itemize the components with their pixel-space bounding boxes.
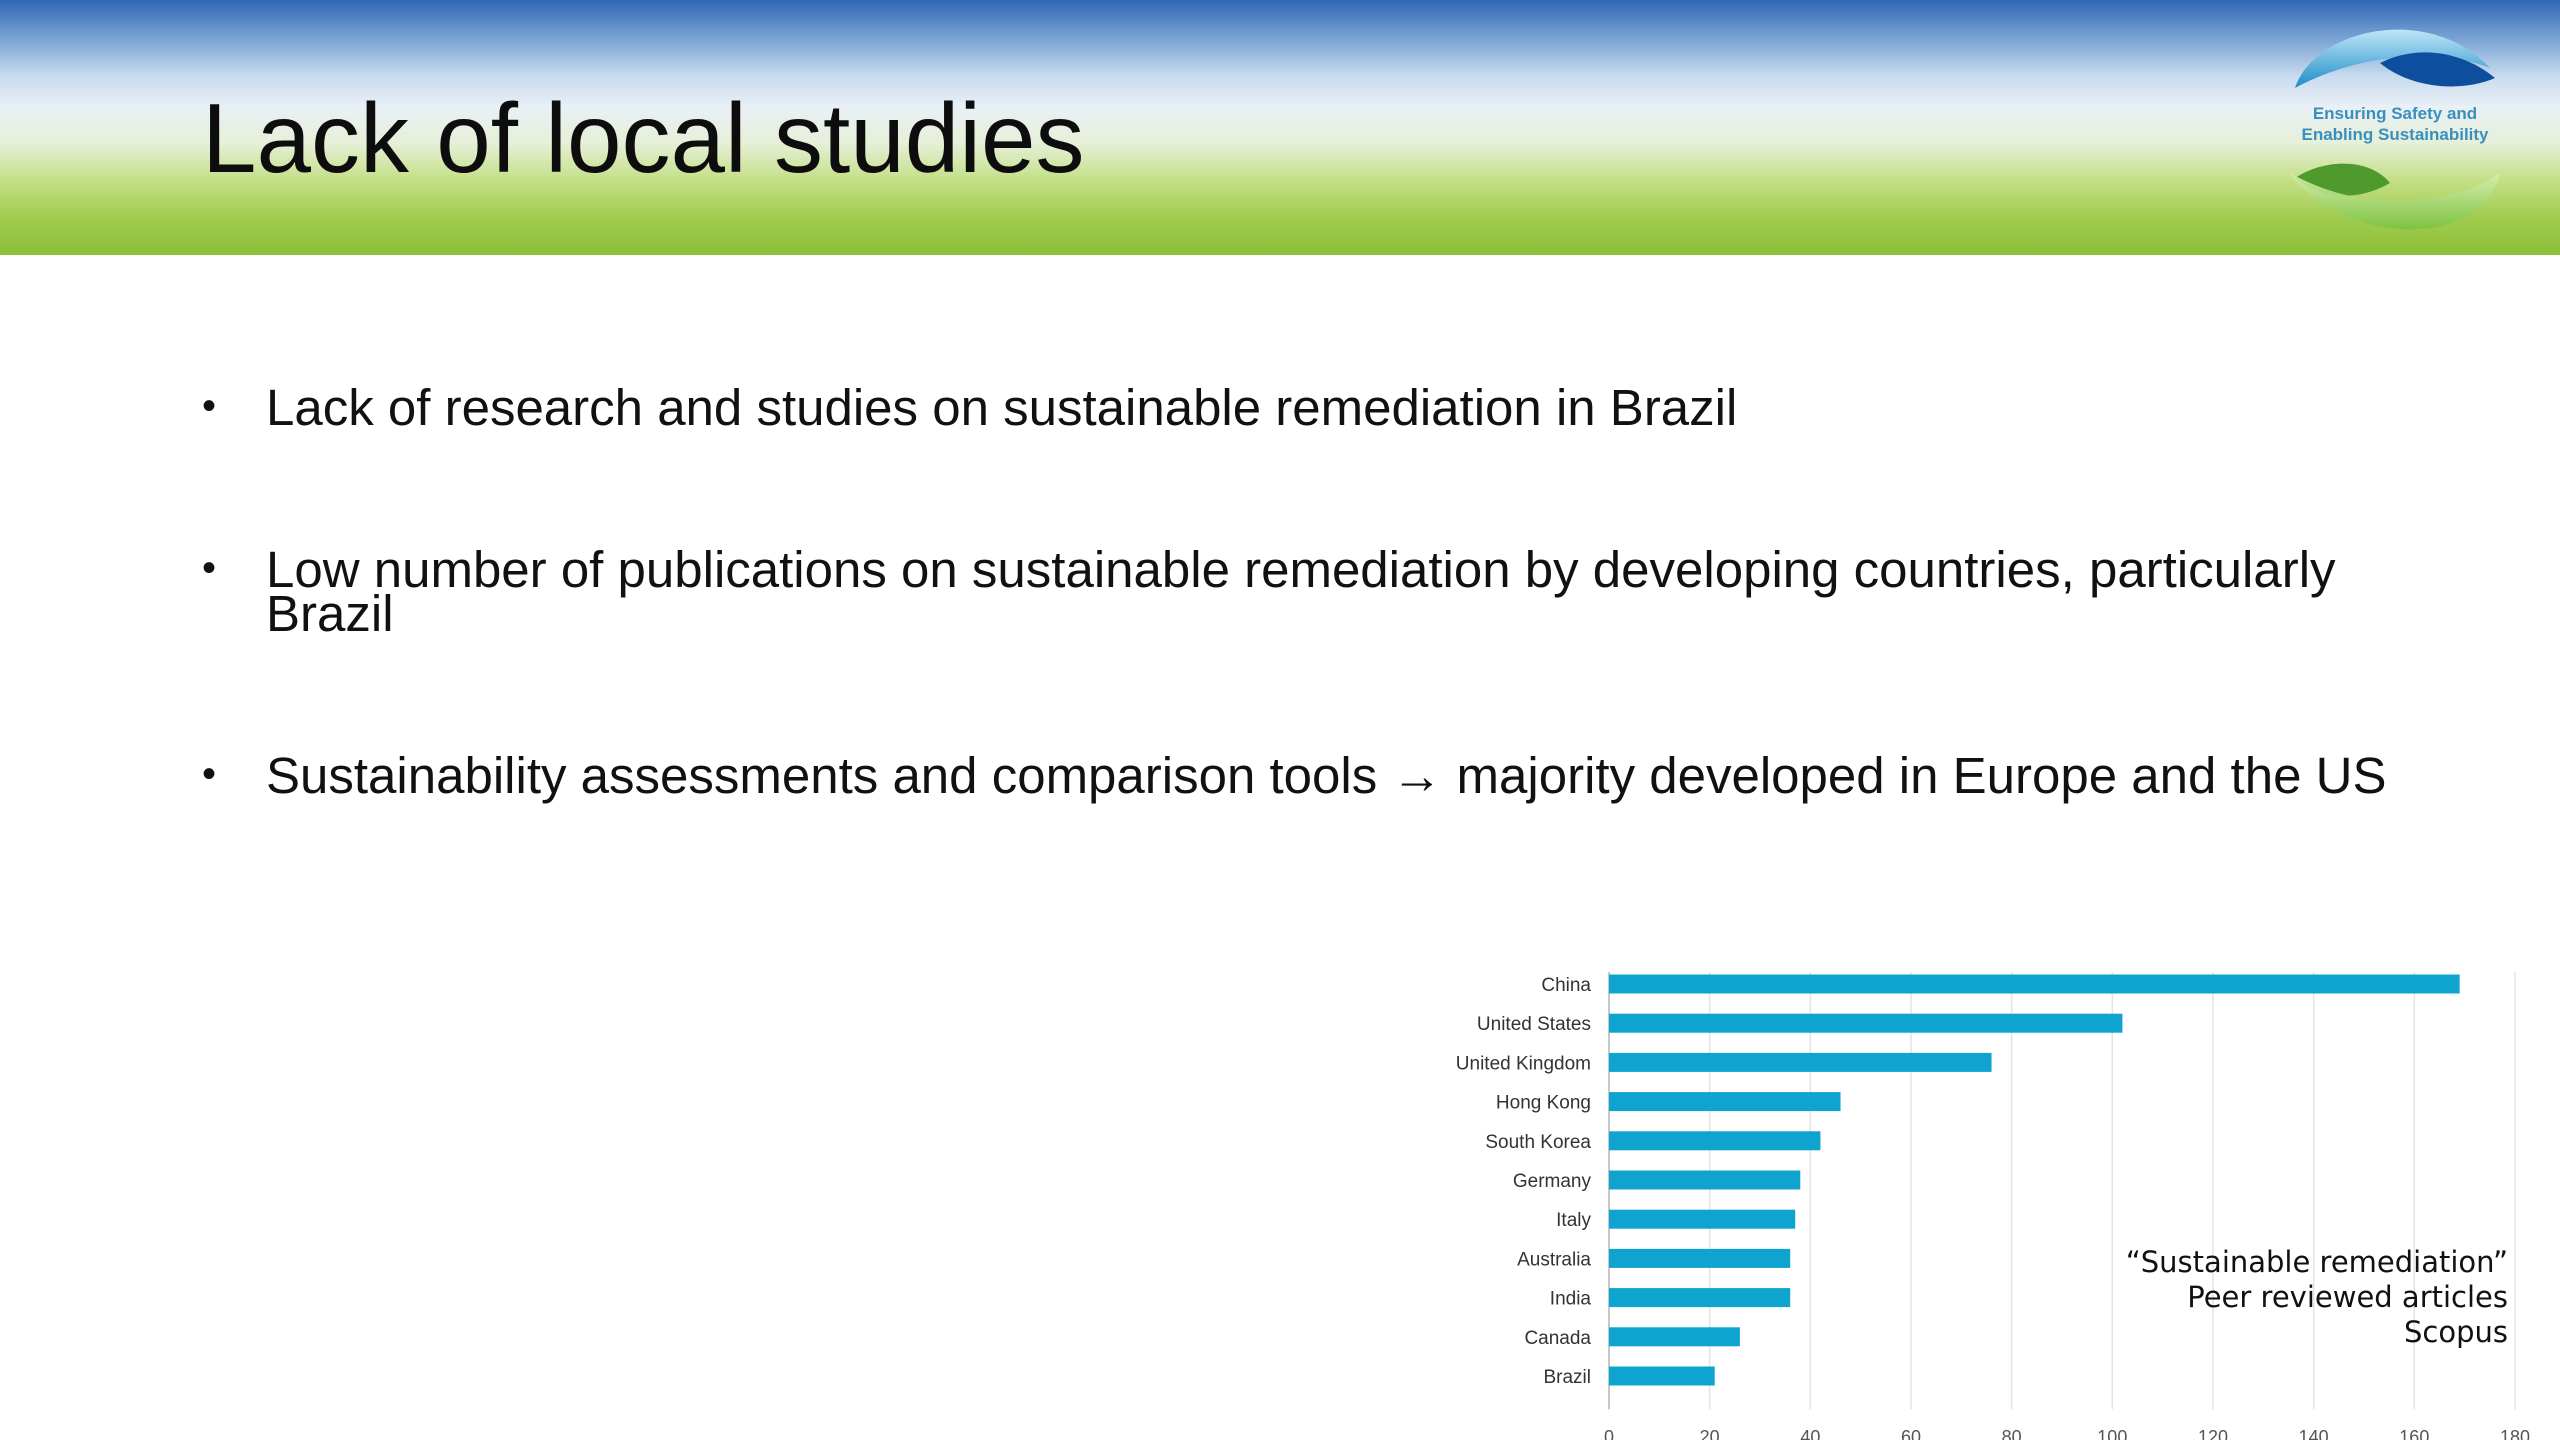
x-tick-label: 100 [2097,1427,2128,1440]
category-label: Australia [1517,1249,1591,1271]
x-tick-label: 120 [2197,1427,2229,1440]
x-tick-label: 20 [1699,1427,1720,1440]
category-label: South Korea [1485,1131,1591,1153]
category-label: United Kingdom [1455,1053,1591,1075]
bar [1609,1249,1790,1268]
chart-caption [2126,1245,2508,1350]
x-tick-label: 40 [1800,1427,1821,1440]
bar [1609,1092,1841,1111]
bullet-text: Sustainability assessments and comparison tools → majority developed in Europe and the US [266,747,2387,804]
bar [1609,1131,1820,1150]
logo-tagline-line2: Enabling Sustainability [2301,125,2489,144]
caption-line-2: Peer reviewed articles [2187,1280,2508,1314]
caption-line-3: Scopus [2404,1315,2508,1349]
bar-chart-svg [1400,950,2560,1440]
category-label: Hong Kong [1495,1092,1591,1114]
logo-tagline [2280,103,2510,145]
bar [1609,1171,1800,1190]
x-tick-label: 60 [1900,1427,1922,1440]
bar [1609,1327,1740,1346]
bar [1609,1210,1795,1229]
bar [1609,1367,1715,1386]
category-label: India [1549,1288,1591,1310]
bullet-dot: • [202,546,217,590]
x-tick-label: 80 [2001,1427,2022,1440]
bar-chart [1400,950,2560,1440]
bullet-dot: • [202,752,217,796]
slide-title: Lack of local studies [202,83,1085,193]
bullet-dot: • [202,384,217,428]
x-tick-label: 0 [1603,1427,1615,1440]
x-tick-label: 140 [2298,1427,2329,1440]
category-label: Brazil [1543,1367,1591,1388]
category-label: China [1541,975,1591,996]
category-label: United States [1476,1014,1591,1036]
slide-header [0,0,2560,255]
bullet-text: Lack of research and studies on sustainable remediation in Brazil [266,379,1738,436]
category-label: Italy [1556,1210,1591,1232]
logo-tagline-line1: Ensuring Safety and [2312,104,2478,123]
x-tick-label: 180 [2499,1427,2531,1440]
caption-line-1: “Sustainable remediation” [2125,1245,2508,1279]
bar [1609,1053,1992,1072]
category-label: Canada [1524,1327,1591,1349]
bullet-text: Low number of publications on sustainable remediation by developing countries, particularly Brazil [266,541,2336,642]
bar [1609,975,2460,994]
x-tick-label: 160 [2399,1427,2430,1440]
bar [1609,1014,2122,1033]
logo [2280,8,2510,248]
category-label: Germany [1512,1171,1591,1192]
bar [1609,1288,1790,1307]
